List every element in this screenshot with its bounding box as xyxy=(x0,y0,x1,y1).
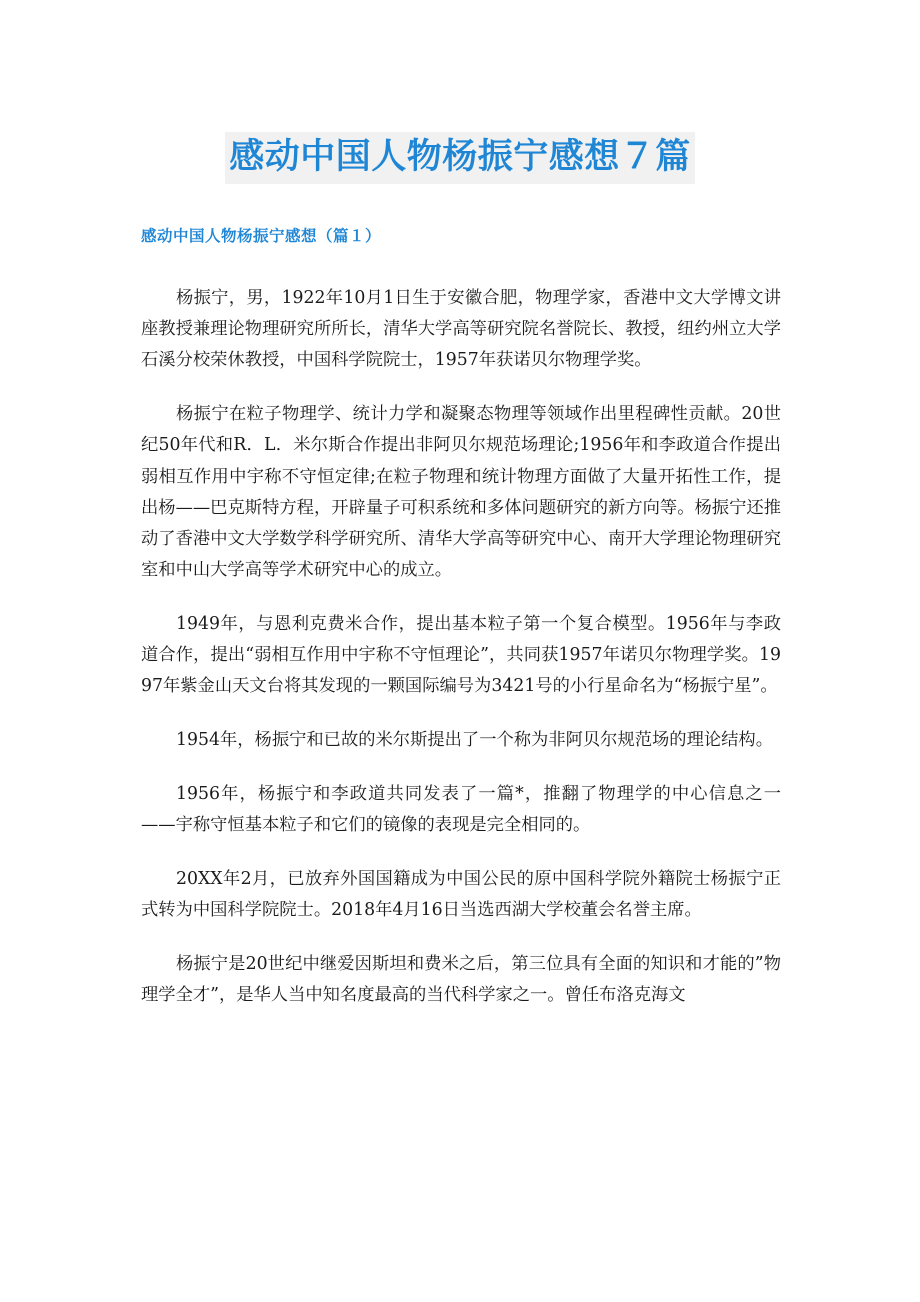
paragraph: 20XX年2月，已放弃外国国籍成为中国公民的原中国科学院外籍院士杨振宁正式转为中国科学院院士。2018年4月16日当选西湖大学校董会名誉主席。 xyxy=(141,869,781,921)
article-body xyxy=(141,283,781,1034)
section-heading: 感动中国人物杨振宁感想（篇１） xyxy=(141,226,382,245)
paragraph: 杨振宁在粒子物理学、统计力学和凝聚态物理等领域作出里程碑性贡献。20世纪50年代和R．L．米尔斯合作提出非阿贝尔规范场理论;1956年和李政道合作提出弱相互作用中宇称不守恒定律;在粒子物理和统计物理方面做了大量开拓性工作，提出杨——巴克斯特方程，开辟量子可积系统和多体问题研究的新方向等。杨振宁还推动了香港中文大学数学科学研究所、清华大学高等研究中心、南开大学理论物理研究室和中山大学高等学术研究中心的成立。 xyxy=(141,404,781,581)
paragraph: 杨振宁，男，1922年10月1日生于安徽合肥，物理学家，香港中文大学博文讲座教授兼理论物理研究所所长，清华大学高等研究院名誉院长、教授，纽约州立大学石溪分校荣休教授，中国科学院院士，1957年获诺贝尔物理学奖。 xyxy=(141,288,781,371)
paragraph: 1956年，杨振宁和李政道共同发表了一篇*，推翻了物理学的中心信息之一——宇称守恒基本粒子和它们的镜像的表现是完全相同的。 xyxy=(141,784,781,836)
paragraph: 杨振宁是20世纪中继爱因斯坦和费米之后，第三位具有全面的知识和才能的”物理学全才”，是华人当中知名度最高的当代科学家之一。曾任布洛克海文 xyxy=(141,954,781,1006)
title-container xyxy=(0,132,920,184)
paragraph: 1954年，杨振宁和已故的米尔斯提出了一个称为非阿贝尔规范场的理论结构。 xyxy=(176,730,773,751)
paragraph: 1949年，与恩利克费米合作，提出基本粒子第一个复合模型。1956年与李政道合作，提出“弱相互作用中宇称不守恒理论”，共同获1957年诺贝尔物理学奖。1997年紫金山天文台将其发现的一颗国际编号为3421号的小行星命名为“杨振宁星”。 xyxy=(141,614,781,697)
page-title: 感动中国人物杨振宁感想７篇 xyxy=(225,132,695,184)
